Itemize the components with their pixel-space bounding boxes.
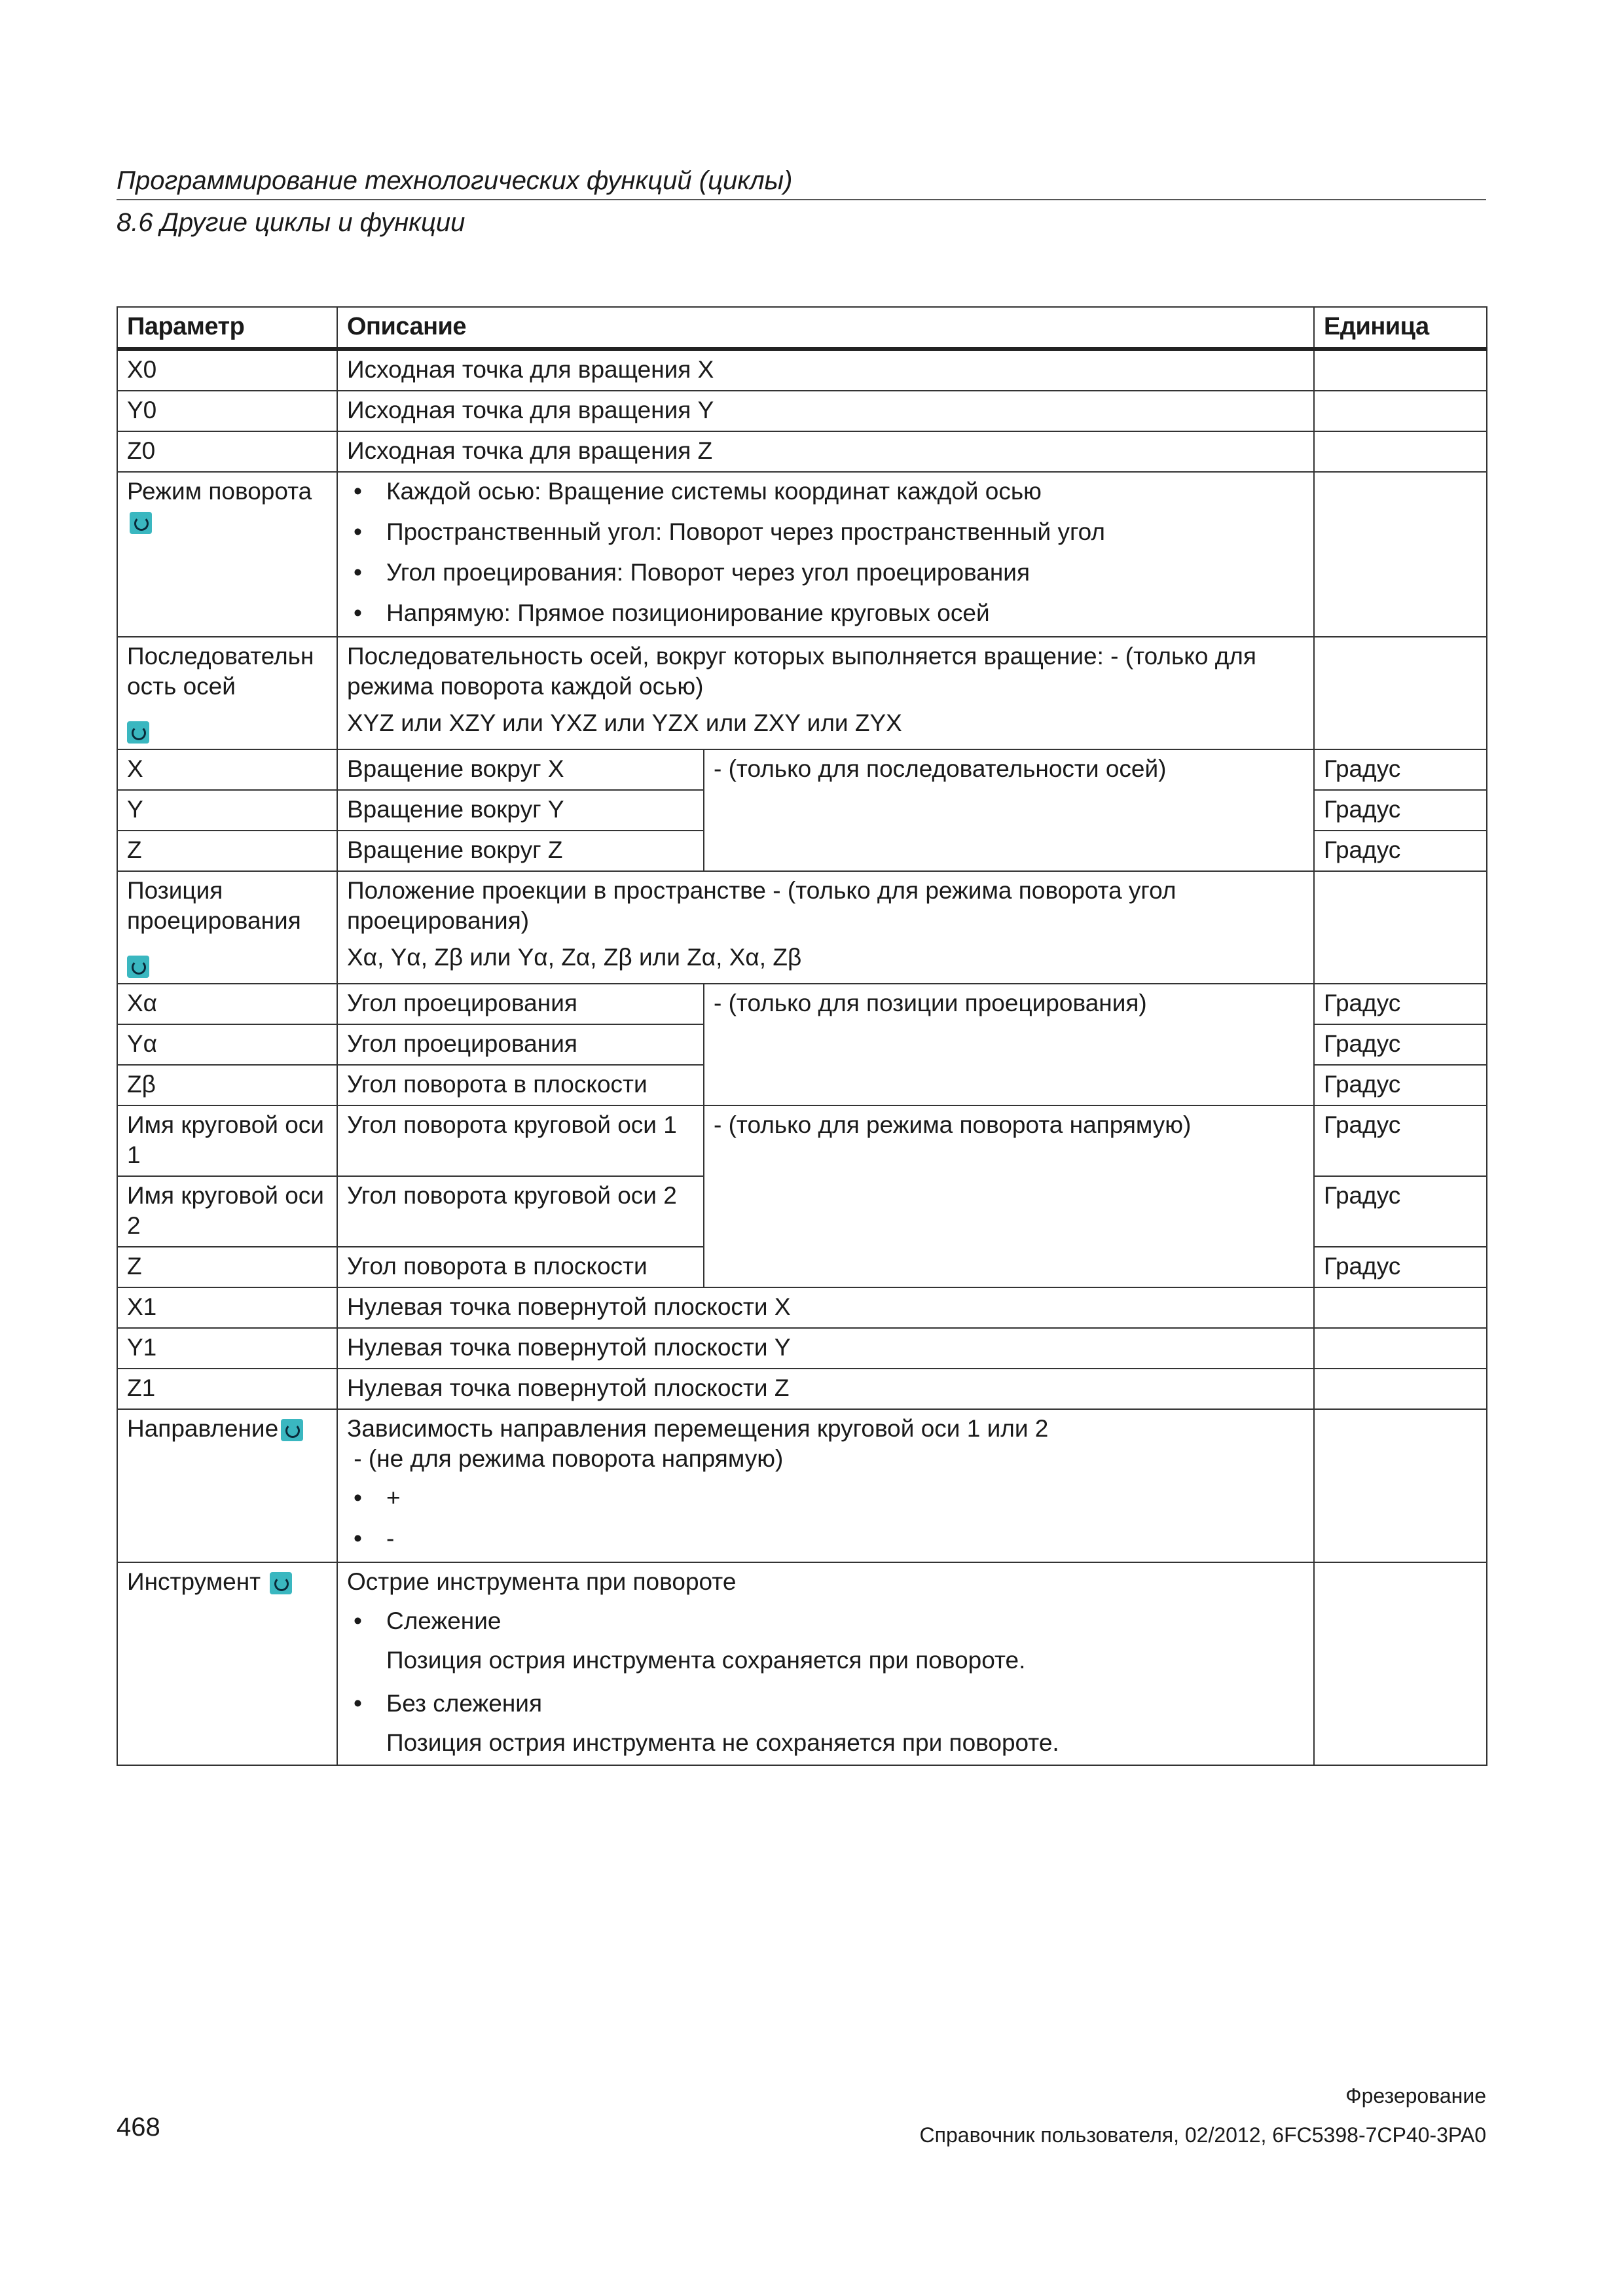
toggle-icon[interactable] — [281, 1419, 303, 1441]
option-note: Позиция острия инструмента сохраняется при повороте. — [386, 1647, 1026, 1674]
table-row-mode — [117, 472, 1487, 637]
param-cell: Z1 — [117, 1369, 337, 1409]
table-row-direction — [117, 1409, 1487, 1562]
section-title: 8.6 Другие циклы и функции — [117, 208, 465, 237]
chapter-title: Программирование технологических функций (циклы) — [117, 166, 793, 195]
unit-cell — [1314, 637, 1487, 749]
page-header — [117, 165, 1486, 238]
param-cell — [117, 1409, 337, 1562]
unit-cell: Градус — [1314, 984, 1487, 1024]
table-row-sequence — [117, 637, 1487, 749]
unit-cell — [1314, 1328, 1487, 1369]
param-label: Направление — [127, 1415, 279, 1442]
tool-list — [347, 1606, 1304, 1636]
table-header-row — [117, 307, 1487, 349]
unit-cell: Градус — [1314, 1024, 1487, 1065]
param-cell: Имя круговой оси 2 — [117, 1176, 337, 1247]
param-cell — [117, 472, 337, 637]
unit-cell — [1314, 472, 1487, 637]
direction-list — [347, 1483, 1304, 1554]
unit-cell — [1314, 1409, 1487, 1562]
unit-cell — [1314, 349, 1487, 391]
desc-text-2: - (не для режима поворота напрямую) — [347, 1445, 784, 1472]
desc-cell: Исходная точка для вращения Z — [337, 431, 1314, 472]
param-cell: Y1 — [117, 1328, 337, 1369]
desc-cell: Угол поворота круговой оси 2 — [337, 1176, 704, 1247]
param-cell: Zβ — [117, 1065, 337, 1105]
desc-cell: Нулевая точка повернутой плоскости X — [337, 1287, 1314, 1328]
unit-cell — [1314, 871, 1487, 984]
table-row — [117, 431, 1487, 472]
param-cell — [117, 637, 337, 749]
param-label: Позиция проецирования — [127, 877, 301, 934]
table-row — [117, 1287, 1487, 1328]
desc-cell: Вращение вокруг Z — [337, 831, 704, 871]
list-item: • Угол проецирования: Поворот через угол проецирования — [347, 558, 1304, 588]
param-cell: X — [117, 749, 337, 790]
desc-cell: Угол проецирования — [337, 984, 704, 1024]
footer-line-1: Фрезерование — [1345, 2084, 1486, 2108]
page-number: 468 — [117, 2113, 160, 2142]
param-cell: Y — [117, 790, 337, 831]
unit-cell: Градус — [1314, 1176, 1487, 1247]
mode-list — [347, 476, 1304, 628]
table-row-tool — [117, 1562, 1487, 1765]
parameter-table — [117, 306, 1487, 1766]
unit-cell — [1314, 1369, 1487, 1409]
desc-cell: Вращение вокруг Y — [337, 790, 704, 831]
table-row — [117, 391, 1487, 431]
param-cell: Z0 — [117, 431, 337, 472]
desc-values: Xα, Yα, Zβ или Yα, Zα, Zβ или Zα, Xα, Zβ — [347, 944, 802, 971]
table-row — [117, 349, 1487, 391]
header-unit: Единица — [1314, 307, 1487, 349]
param-label: Инструмент — [127, 1568, 261, 1595]
table-row — [117, 1328, 1487, 1369]
unit-cell: Градус — [1314, 831, 1487, 871]
desc-cell: Угол поворота в плоскости — [337, 1065, 704, 1105]
header-description: Описание — [337, 307, 1314, 349]
param-cell: Yα — [117, 1024, 337, 1065]
header-rule — [117, 199, 1486, 200]
note-cell: - (только для позиции проецирования) — [704, 984, 1314, 1105]
unit-cell — [1314, 391, 1487, 431]
param-cell — [117, 871, 337, 984]
desc-cell: Вращение вокруг X — [337, 749, 704, 790]
toggle-icon[interactable] — [127, 721, 149, 744]
desc-cell — [337, 1409, 1314, 1562]
table-row — [117, 749, 1487, 790]
note-cell: - (только для режима поворота напрямую) — [704, 1105, 1314, 1287]
toggle-icon[interactable] — [270, 1572, 292, 1594]
list-item: • + — [347, 1483, 1304, 1513]
desc-cell: Исходная точка для вращения Y — [337, 391, 1314, 431]
list-item: • Без слежения — [347, 1689, 1304, 1719]
tool-list-2 — [347, 1689, 1304, 1719]
param-cell: Y0 — [117, 391, 337, 431]
param-cell: X1 — [117, 1287, 337, 1328]
option-note: Позиция острия инструмента не сохраняется при повороте. — [386, 1729, 1059, 1756]
page-footer — [920, 2076, 1486, 2155]
desc-cell — [337, 1562, 1314, 1765]
table-row — [117, 1105, 1487, 1176]
unit-cell: Градус — [1314, 790, 1487, 831]
table-row-projection — [117, 871, 1487, 984]
desc-cell — [337, 871, 1314, 984]
list-item: • - — [347, 1524, 1304, 1554]
param-label: Режим поворота — [127, 478, 312, 505]
desc-cell: Угол поворота в плоскости — [337, 1247, 704, 1287]
desc-text: Последовательность осей, вокруг которых выполняется вращение: - (только для режима поворота каждой осью) — [347, 643, 1256, 700]
unit-cell — [1314, 1287, 1487, 1328]
footer-line-2: Справочник пользователя, 02/2012, 6FC5398-7CP40-3PA0 — [919, 2123, 1486, 2147]
note-cell: - (только для последовательности осей) — [704, 749, 1314, 871]
list-item: • Каждой осью: Вращение системы координат каждой осью — [347, 476, 1304, 507]
toggle-icon[interactable] — [127, 956, 149, 978]
unit-cell: Градус — [1314, 749, 1487, 790]
param-cell: Имя круговой оси 1 — [117, 1105, 337, 1176]
table-row — [117, 1369, 1487, 1409]
desc-cell — [337, 472, 1314, 637]
desc-cell — [337, 637, 1314, 749]
unit-cell: Градус — [1314, 1065, 1487, 1105]
desc-cell: Нулевая точка повернутой плоскости Z — [337, 1369, 1314, 1409]
unit-cell — [1314, 1562, 1487, 1765]
toggle-icon[interactable] — [130, 512, 152, 534]
desc-text: Положение проекции в пространстве - (только для режима поворота угол проецирования) — [347, 877, 1176, 934]
param-cell: X0 — [117, 349, 337, 391]
list-item: • Слежение — [347, 1606, 1304, 1636]
unit-cell — [1314, 431, 1487, 472]
desc-cell: Исходная точка для вращения X — [337, 349, 1314, 391]
list-item: • Пространственный угол: Поворот через пространственный угол — [347, 517, 1304, 547]
desc-text: Зависимость направления перемещения круговой оси 1 или 2 — [347, 1415, 1049, 1442]
header-param: Параметр — [117, 307, 337, 349]
param-label: Последовательн ость осей — [127, 643, 314, 700]
desc-values: XYZ или XZY или YXZ или YZX или ZXY или ZYX — [347, 709, 902, 736]
unit-cell: Градус — [1314, 1105, 1487, 1176]
desc-cell: Угол поворота круговой оси 1 — [337, 1105, 704, 1176]
param-cell: Z — [117, 1247, 337, 1287]
desc-cell: Нулевая точка повернутой плоскости Y — [337, 1328, 1314, 1369]
param-cell: Xα — [117, 984, 337, 1024]
desc-text: Острие инструмента при повороте — [347, 1568, 737, 1595]
table-row — [117, 984, 1487, 1024]
unit-cell: Градус — [1314, 1247, 1487, 1287]
list-item: • Напрямую: Прямое позиционирование круговых осей — [347, 598, 1304, 628]
desc-cell: Угол проецирования — [337, 1024, 704, 1065]
param-cell — [117, 1562, 337, 1765]
param-cell: Z — [117, 831, 337, 871]
